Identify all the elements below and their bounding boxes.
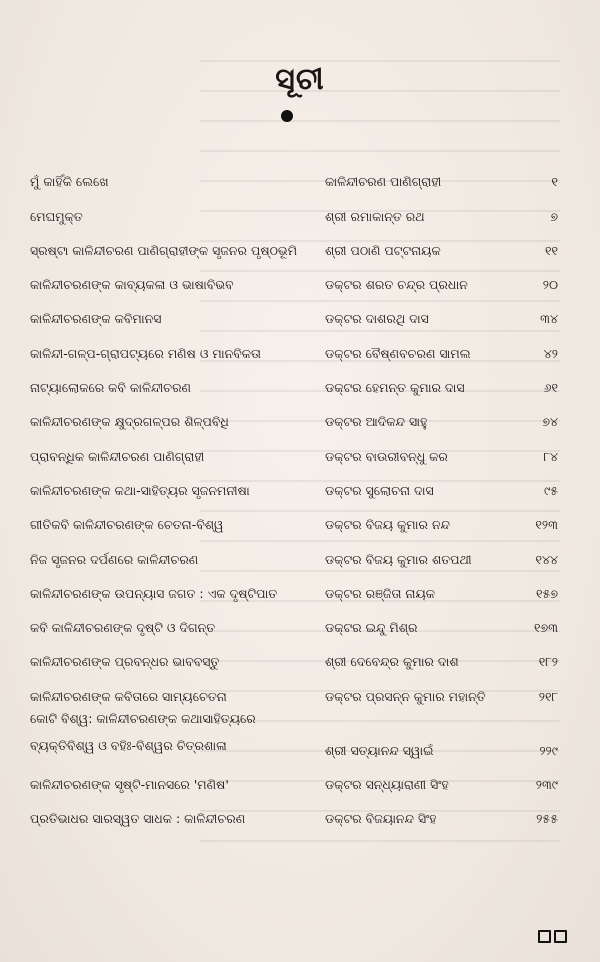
toc-entry-title: ନାଟ୍ୟାଲୋକରେ କବି କାଳିନ୍ଦୀଚରଣ: [30, 380, 191, 396]
toc-entry-author: ଡକ୍ଟର ବୈଷ୍ଣବଚରଣ ସାମଲ: [325, 345, 471, 361]
toc-entry-title: କାଳିନ୍ଦୀଚରଣଙ୍କ ସୃଷ୍ଟି-ମାନସରେ 'ମଣିଷ': [30, 777, 229, 793]
toc-entry-page: ୨୫୫: [536, 811, 558, 827]
toc-entry-title: କାଳିନ୍ଦୀଚରଣଙ୍କ କାବ୍ୟକଳା ଓ ଭାଷାବିଭବ: [30, 277, 234, 293]
toc-entry-author: ଡକ୍ଟର ଇନ୍ଦୁ ମିଶ୍ର: [325, 620, 418, 636]
toc-entry-page: ୪୨: [543, 345, 558, 361]
table-of-contents: [30, 162, 570, 833]
toc-entry: [30, 799, 570, 833]
toc-entry-page: ୨୦: [542, 277, 558, 293]
toc-entry-title-line1: କୋଟି ବିଶ୍ୱ: କାଳିନ୍ଦୀଚରଣଙ୍କ କଥାସାହିତ୍ୟରେ: [30, 710, 256, 726]
toc-entry-author: ଡକ୍ଟର ଆଦିକନ୍ଦ ସାହୁ: [325, 414, 428, 430]
toc-entry: [30, 765, 570, 799]
toc-entry: [30, 642, 570, 676]
toc-entry: [30, 711, 570, 765]
toc-entry-title: ପ୍ରତିଭାଧର ସାରସ୍ୱତ ସାଧକ : କାଳିନ୍ଦୀଚରଣ: [30, 811, 246, 827]
toc-entry-page: ୨୨୯: [539, 742, 558, 758]
toc-entry-page: ୧୪୪: [535, 551, 558, 567]
toc-entry: [30, 333, 570, 367]
toc-entry-title: କବି କାଳିନ୍ଦୀଚରଣଙ୍କ ଦୃଷ୍ଟି ଓ ଦିଗନ୍ତ: [30, 620, 216, 636]
toc-entry-page: ୬୧: [543, 380, 558, 396]
toc-entry-page: ୯୫: [543, 482, 558, 498]
square-icon: [538, 930, 551, 943]
toc-entry-title: କାଳିନ୍ଦୀଚରଣଙ୍କ ପ୍ରବନ୍ଧର ଭାବବସ୍ତୁ: [30, 654, 220, 670]
toc-entry-author: ଡକ୍ଟର ରଞ୍ଜିତା ନାୟକ: [325, 585, 436, 601]
toc-entry-page: ୧୮୨: [538, 654, 558, 670]
page-title: ସୂଚୀ: [275, 62, 325, 97]
square-icon: [554, 930, 567, 943]
toc-entry-author: ଡକ୍ଟର ବିଜୟ କୁମାର ନନ୍ଦ: [325, 517, 450, 533]
toc-entry: [30, 539, 570, 573]
toc-entry: [30, 368, 570, 402]
toc-entry: [30, 162, 570, 196]
toc-entry-page: ୭: [550, 208, 558, 224]
toc-entry-page: ୨୧୮: [538, 688, 558, 704]
toc-entry-page: ୮୪: [543, 448, 558, 464]
toc-entry-title: କାଳିନ୍ଦୀ-ଗଳ୍ପ-ଗ୍ରାପଟ୍ୟରେ ମଣିଷ ଓ ମାନବିକତା: [30, 345, 261, 361]
toc-entry-author: ଶ୍ରୀ ରମାକାନ୍ତ ରଥ: [325, 208, 425, 224]
toc-entry-author: ଡକ୍ଟର ବିଜୟ କୁମାର ଶତପଥୀ: [325, 551, 472, 567]
toc-entry-author: ଶ୍ରୀ ଦେବେନ୍ଦ୍ର କୁମାର ଦାଶ: [325, 654, 459, 670]
toc-entry-author: ଡକ୍ଟର ଶରତ ଚନ୍ଦ୍ର ପ୍ରଧାନ: [325, 277, 468, 293]
end-ornament: [538, 928, 570, 947]
toc-entry-title: ଗୀତିକବି କାଳିନ୍ଦୀଚରଣଙ୍କ ଚେତନା-ବିଶ୍ୱ: [30, 517, 224, 533]
toc-entry: [30, 231, 570, 265]
toc-entry-author: କାଳିନ୍ଦୀଚରଣ ପାଣିଗ୍ରାହୀ: [325, 174, 442, 190]
toc-entry-page: ୩୪: [540, 311, 558, 327]
toc-entry: [30, 299, 570, 333]
toc-entry-title: ମେଘମୁକ୍ତ: [30, 208, 83, 224]
toc-entry-author: ଡକ୍ଟର ପ୍ରସନ୍ନ କୁମାର ମହାନ୍ତି: [325, 688, 486, 704]
toc-entry-author: ଡକ୍ଟର ବିଜୟାନନ୍ଦ ସିଂହ: [325, 811, 437, 827]
title-bullet: [281, 110, 293, 122]
toc-entry-title: କାଳିନ୍ଦୀଚରଣଙ୍କ ଉପନ୍ୟାସ ଜଗତ : ଏକ ଦୃଷ୍ଟିପାତ: [30, 585, 278, 601]
toc-entry-title: [30, 705, 256, 759]
toc-entry-page: ୧୭୩: [534, 620, 558, 636]
toc-entry: [30, 265, 570, 299]
toc-entry-page: ୧୨୩: [535, 517, 558, 533]
toc-entry: [30, 402, 570, 436]
toc-entry: [30, 436, 570, 470]
toc-entry: [30, 196, 570, 230]
toc-entry-title: କାଳିନ୍ଦୀଚରଣଙ୍କ କ୍ଷୁଦ୍ରଗଳ୍ପର ଶିଳ୍ପବିଧି: [30, 414, 229, 430]
toc-entry-author: ଡକ୍ଟର ସୁଲୋଚନା ଦାସ: [325, 482, 434, 498]
toc-entry-title: କାଳିନ୍ଦୀଚରଣଙ୍କ କବିମାନସ: [30, 311, 162, 327]
toc-entry-author: ଡକ୍ଟର ସନ୍ଧ୍ୟାରାଣୀ ସିଂହ: [325, 777, 449, 793]
toc-entry: [30, 471, 570, 505]
toc-entry-title: ନିଜ ସୃଜନର ଦର୍ପଣରେ କାଳିନ୍ଦୀଚରଣ: [30, 551, 199, 567]
toc-entry-page: ୧୧: [544, 242, 558, 258]
toc-entry: [30, 608, 570, 642]
toc-entry-title: ସ୍ରଷ୍ଟା କାଳିନ୍ଦୀଚରଣ ପାଣିଗ୍ରାହୀଙ୍କ ସୃଜନର ପୃଷ୍ଠଭୂମି: [30, 242, 298, 258]
toc-entry-page: ୧: [551, 174, 558, 190]
toc-entry-title: ପ୍ରାବନ୍ଧିକ କାଳିନ୍ଦୀଚରଣ ପାଣିଗ୍ରାହୀ: [30, 448, 205, 464]
toc-entry-author: ଶ୍ରୀ ପଠାଣି ପଟ୍ଟନାୟକ: [325, 242, 441, 258]
toc-entry: [30, 505, 570, 539]
toc-entry-author: ଶ୍ରୀ ସତ୍ୟାନନ୍ଦ ସ୍ୱାଇଁ: [325, 742, 434, 758]
toc-entry-page: ୨୩୯: [535, 777, 558, 793]
toc-entry: [30, 574, 570, 608]
toc-entry-title-line2: ବ୍ୟକ୍ତିବିଶ୍ୱ ଓ ବହିଃ-ବିଶ୍ୱର ଚିତ୍ରଶାଳା: [30, 737, 227, 753]
toc-entry-title: କାଳିନ୍ଦୀଚରଣଙ୍କ କଥା-ସାହିତ୍ୟର ସୃଜନମନୀଷା: [30, 482, 250, 498]
toc-entry-page: ୧୫୭: [536, 585, 558, 601]
toc-entry-author: ଡକ୍ଟର ହେମନ୍ତ କୁମାର ଦାସ: [325, 380, 465, 396]
toc-entry-page: ୭୪: [542, 414, 558, 430]
toc-entry-title: କାଳିନ୍ଦୀଚରଣଙ୍କ କବିତାରେ ସାମ୍ୟଚେତନା: [30, 688, 227, 704]
toc-entry-author: ଡକ୍ଟର ବାଉରୀବନ୍ଧୁ କର: [325, 448, 448, 464]
toc-entry-author: ଡକ୍ଟର ଦାଶରଥି ଦାସ: [325, 311, 429, 327]
toc-entry-title: ମୁଁ କାହିଁକି ଲେଖେ: [30, 174, 109, 190]
